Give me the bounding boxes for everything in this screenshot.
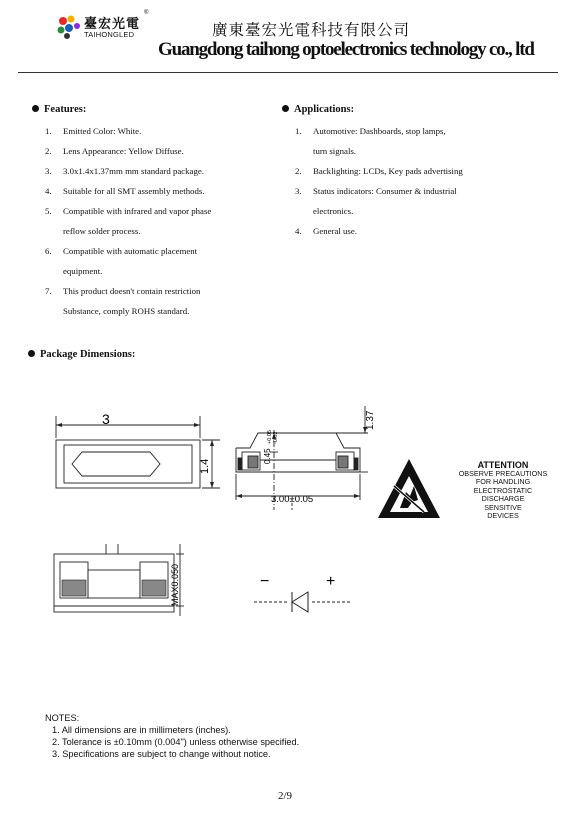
package-dimensions-heading: Package Dimensions: bbox=[28, 349, 135, 360]
list-item-text: Emitted Color: White. bbox=[63, 126, 142, 136]
list-item bbox=[295, 161, 463, 181]
polarity-plus-icon: + bbox=[326, 573, 336, 590]
list-item-text: This product doesn't contain restriction bbox=[63, 286, 201, 296]
registered-mark: ® bbox=[144, 10, 149, 16]
note-item: 1. All dimensions are in millimeters (inches). bbox=[52, 725, 231, 735]
list-item-text: 3.0x1.4x1.37mm mm standard package. bbox=[63, 166, 204, 176]
features-heading: Features: bbox=[32, 104, 86, 115]
notes-heading: NOTES: bbox=[45, 713, 80, 723]
bullet-icon bbox=[28, 350, 35, 357]
company-name-chinese: 廣東臺宏光電科技有限公司 bbox=[212, 21, 411, 39]
list-item-number: 1. bbox=[45, 126, 52, 136]
list-item-number: 4. bbox=[45, 186, 52, 196]
list-item-text: Compatible with automatic placement bbox=[63, 246, 198, 256]
list-item-number: 2. bbox=[295, 166, 302, 176]
attention-title: ATTENTION bbox=[477, 460, 529, 470]
dim-lens-tolerance-minus: -0.02 bbox=[273, 431, 279, 444]
dim-length-label: 3 bbox=[102, 411, 110, 427]
dim-width-label: 1.4 bbox=[199, 458, 211, 474]
list-item-text: General use. bbox=[313, 226, 357, 236]
side-view-drawing bbox=[228, 400, 378, 512]
logo-english-name: TAIHONGLED bbox=[84, 30, 135, 39]
bullet-icon bbox=[282, 105, 289, 112]
note-item: 3. Specifications are subject to change without notice. bbox=[52, 749, 271, 759]
list-item-number: 2. bbox=[45, 146, 52, 156]
attention-line: DEVICES bbox=[487, 511, 519, 521]
list-item-continuation bbox=[45, 221, 211, 241]
esd-attention-block bbox=[448, 460, 558, 520]
dim-total-width-label: 3.00±0.05 bbox=[271, 494, 314, 505]
dim-max-label: MAX0.050 bbox=[170, 563, 180, 606]
list-item-continuation bbox=[295, 201, 463, 221]
attention-line: FOR HANDLING bbox=[475, 477, 531, 487]
notes-section bbox=[45, 712, 299, 760]
polarity-minus-icon: − bbox=[260, 573, 270, 590]
list-item-continuation bbox=[295, 141, 463, 161]
list-item-text: Compatible with infrared and vapor phase bbox=[63, 206, 212, 216]
list-item-number: 6. bbox=[45, 246, 52, 256]
list-item-text: Backlighting: LCDs, Key pads advertising bbox=[313, 166, 463, 176]
list-item bbox=[45, 141, 211, 161]
list-item-text: Automotive: Dashboards, stop lamps, bbox=[313, 126, 446, 136]
attention-line: SENSITIVE bbox=[484, 502, 522, 512]
company-name-english: Guangdong taihong optoelectronics technology co., ltd bbox=[158, 39, 534, 60]
list-item bbox=[45, 241, 211, 261]
diode-polarity-symbol bbox=[250, 570, 360, 620]
list-item-text: turn signals. bbox=[313, 146, 357, 156]
list-item-continuation bbox=[45, 261, 211, 281]
list-item-text: Status indicators: Consumer & industrial bbox=[313, 186, 457, 196]
list-item bbox=[45, 121, 211, 141]
list-item-number: 5. bbox=[45, 206, 52, 216]
bottom-view-drawing bbox=[44, 540, 194, 620]
list-item-text: Substance, comply ROHS standard. bbox=[63, 306, 190, 316]
list-item-number: 4. bbox=[295, 226, 302, 236]
note-item: 2. Tolerance is ±0.10mm (0.004") unless otherwise specified. bbox=[52, 737, 300, 747]
features-list bbox=[45, 121, 211, 321]
list-item-text: Lens Appearance: Yellow Diffuse. bbox=[63, 146, 184, 156]
dim-lens-tolerance-plus: +0.05 bbox=[267, 430, 273, 444]
attention-line: ELECTROSTATIC bbox=[473, 485, 533, 495]
list-item-continuation bbox=[45, 301, 211, 321]
list-item bbox=[295, 121, 463, 141]
esd-warning-icon bbox=[376, 456, 442, 522]
list-item-number: 7. bbox=[45, 286, 52, 296]
list-item bbox=[45, 201, 211, 221]
list-item-text: Suitable for all SMT assembly methods. bbox=[63, 186, 205, 196]
bullet-icon bbox=[32, 105, 39, 112]
list-item bbox=[45, 281, 211, 301]
list-item-text: reflow solder process. bbox=[63, 226, 141, 236]
logo-chinese-name: 臺宏光電 bbox=[84, 17, 141, 32]
list-item-number: 1. bbox=[295, 126, 302, 136]
applications-list bbox=[295, 121, 463, 241]
page-number: 2/9 bbox=[278, 790, 293, 802]
attention-line: DISCHARGE bbox=[481, 494, 525, 504]
attention-line: OBSERVE PRECAUTIONS bbox=[458, 469, 548, 478]
list-item-number: 3. bbox=[295, 186, 302, 196]
dim-lens-label: 0.45 bbox=[263, 448, 272, 464]
company-logo-icon bbox=[56, 14, 82, 40]
list-item-text: electronics. bbox=[313, 206, 354, 216]
list-item bbox=[295, 221, 463, 241]
applications-heading: Applications: bbox=[282, 104, 354, 115]
list-item-number: 3. bbox=[45, 166, 52, 176]
list-item-text: equipment. bbox=[63, 266, 103, 276]
dim-height-label: 1.37 bbox=[365, 410, 376, 430]
attention-text bbox=[448, 470, 558, 520]
list-item bbox=[45, 161, 211, 181]
list-item bbox=[295, 181, 463, 201]
top-view-drawing bbox=[40, 408, 225, 498]
header-divider bbox=[18, 72, 558, 73]
list-item bbox=[45, 181, 211, 201]
